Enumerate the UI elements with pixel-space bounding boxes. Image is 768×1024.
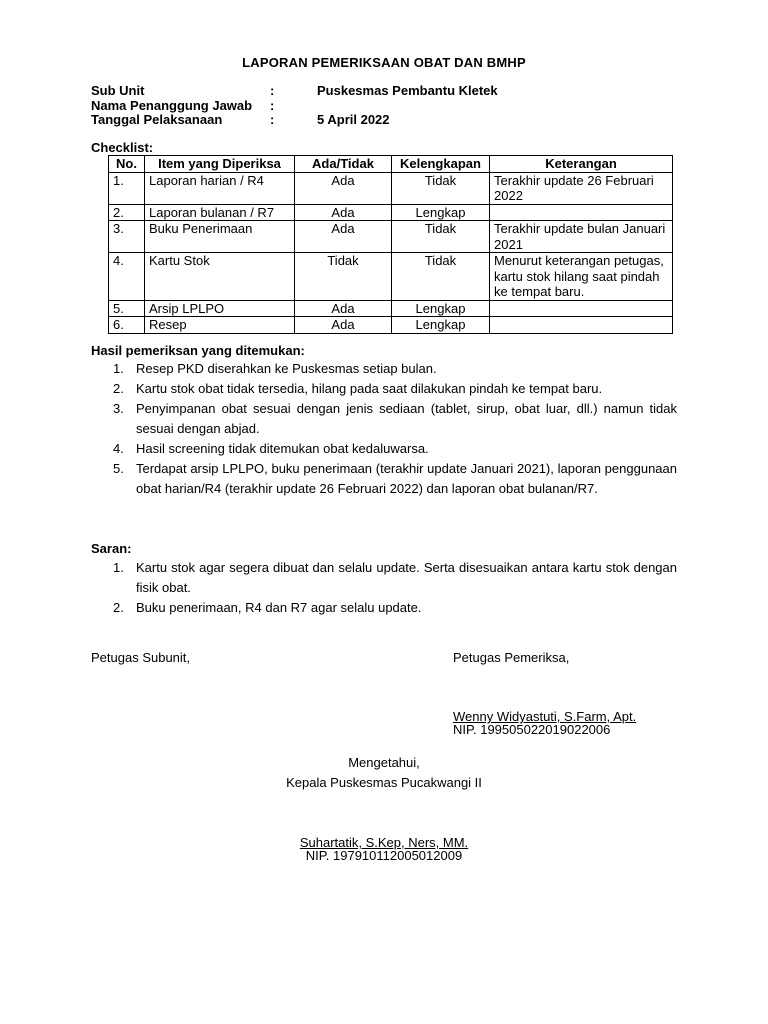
list-item (91, 359, 677, 379)
checklist-table (108, 155, 673, 334)
person-in-charge-label: Nama Penanggung Jawab (91, 98, 253, 113)
header-availability: Ada/Tidak (295, 156, 392, 173)
sub-unit-label: Sub Unit (91, 83, 145, 98)
table-row (109, 221, 673, 253)
row-completeness: Tidak (392, 253, 490, 301)
list-item (91, 379, 677, 399)
list-item-text: Kartu stok obat tidak tersedia, hilang pada saat dilakukan pindah ke tempat baru. (136, 381, 603, 396)
list-item-text: Terdapat arsip LPLPO, buku penerimaan (terakhir update Januari 2021), laporan penggunaan obat harian/R4 (terakhir update 26 Februari 2022) dan laporan obat bulanan/R7. (136, 461, 677, 496)
date-label: Tanggal Pelaksanaan (91, 112, 223, 127)
sub-unit-value: Puskesmas Pembantu Kletek (317, 83, 498, 98)
checklist-label: Checklist: (91, 140, 154, 155)
row-item: Kartu Stok (145, 253, 295, 301)
row-completeness: Lengkap (392, 204, 490, 221)
subunit-officer-title: Petugas Subunit, (91, 650, 191, 665)
header-item: Item yang Diperiksa (145, 156, 295, 173)
list-item-number: 1. (113, 560, 124, 575)
row-item: Laporan bulanan / R7 (145, 204, 295, 221)
inspector-nip: NIP. 199505022019022006 (453, 722, 611, 737)
list-item (91, 598, 677, 618)
inspector-title: Petugas Pemeriksa, (453, 650, 570, 665)
table-row (109, 172, 673, 204)
list-item-text: Penyimpanan obat sesuai dengan jenis sediaan (tablet, sirup, obat luar, dll.) namun tidak sesuai dengan abjad. (136, 401, 677, 436)
row-no: 3. (109, 221, 145, 253)
head-name: Suhartatik, S.Kep, Ners, MM. (299, 835, 469, 850)
report-title: LAPORAN PEMERIKSAAN OBAT DAN BMHP (242, 55, 526, 70)
row-item: Resep (145, 317, 295, 334)
list-item-text: Resep PKD diserahkan ke Puskesmas setiap bulan. (136, 361, 437, 376)
list-item-text: Buku penerimaan, R4 dan R7 agar selalu update. (136, 600, 422, 615)
row-notes (490, 300, 673, 317)
row-completeness: Tidak (392, 172, 490, 204)
list-item-number: 1. (113, 361, 124, 376)
row-completeness: Tidak (392, 221, 490, 253)
list-item (91, 399, 677, 439)
header-completeness: Kelengkapan (392, 156, 490, 173)
row-item: Buku Penerimaan (145, 221, 295, 253)
header-notes: Keterangan (490, 156, 673, 173)
row-availability: Ada (295, 172, 392, 204)
header-no: No. (109, 156, 145, 173)
row-no: 2. (109, 204, 145, 221)
row-item: Arsip LPLPO (145, 300, 295, 317)
list-item (91, 558, 677, 598)
row-availability: Ada (295, 317, 392, 334)
row-notes (490, 317, 673, 334)
sub-unit-colon: : (270, 83, 275, 98)
list-item-number: 2. (113, 600, 124, 615)
row-no: 4. (109, 253, 145, 301)
row-notes (490, 204, 673, 221)
row-availability: Tidak (295, 253, 392, 301)
suggestions-title: Saran: (91, 541, 132, 556)
head-title: Kepala Puskesmas Pucakwangi II (286, 775, 482, 790)
table-row (109, 300, 673, 317)
table-row (109, 204, 673, 221)
list-item-number: 5. (113, 461, 124, 476)
table-header-row (109, 156, 673, 173)
list-item-text: Kartu stok agar segera dibuat dan selalu update. Serta disesuaikan antara kartu stok dengan fisik obat. (136, 560, 677, 595)
suggestions-list (91, 558, 677, 618)
list-item (91, 439, 677, 459)
row-notes: Terakhir update bulan Januari 2021 (490, 221, 673, 253)
findings-title: Hasil pemeriksan yang ditemukan: (91, 343, 305, 358)
row-completeness: Lengkap (392, 300, 490, 317)
table-row (109, 317, 673, 334)
row-availability: Ada (295, 204, 392, 221)
list-item-number: 4. (113, 441, 124, 456)
row-no: 5. (109, 300, 145, 317)
date-value: 5 April 2022 (317, 112, 390, 127)
head-nip: NIP. 197910112005012009 (305, 848, 463, 863)
findings-list (91, 359, 677, 499)
row-notes: Menurut keterangan petugas, kartu stok hilang saat pindah ke tempat baru. (490, 253, 673, 301)
row-availability: Ada (295, 300, 392, 317)
table-row (109, 253, 673, 301)
list-item-text: Hasil screening tidak ditemukan obat kedaluwarsa. (136, 441, 429, 456)
acknowledge-label: Mengetahui, (348, 755, 420, 770)
date-colon: : (270, 112, 275, 127)
inspector-name: Wenny Widyastuti, S.Farm, Apt. (453, 709, 637, 724)
row-completeness: Lengkap (392, 317, 490, 334)
row-availability: Ada (295, 221, 392, 253)
row-notes: Terakhir update 26 Februari 2022 (490, 172, 673, 204)
row-item: Laporan harian / R4 (145, 172, 295, 204)
row-no: 1. (109, 172, 145, 204)
person-in-charge-colon: : (270, 98, 275, 113)
list-item (91, 459, 677, 499)
row-no: 6. (109, 317, 145, 334)
list-item-number: 2. (113, 381, 124, 396)
list-item-number: 3. (113, 401, 124, 416)
